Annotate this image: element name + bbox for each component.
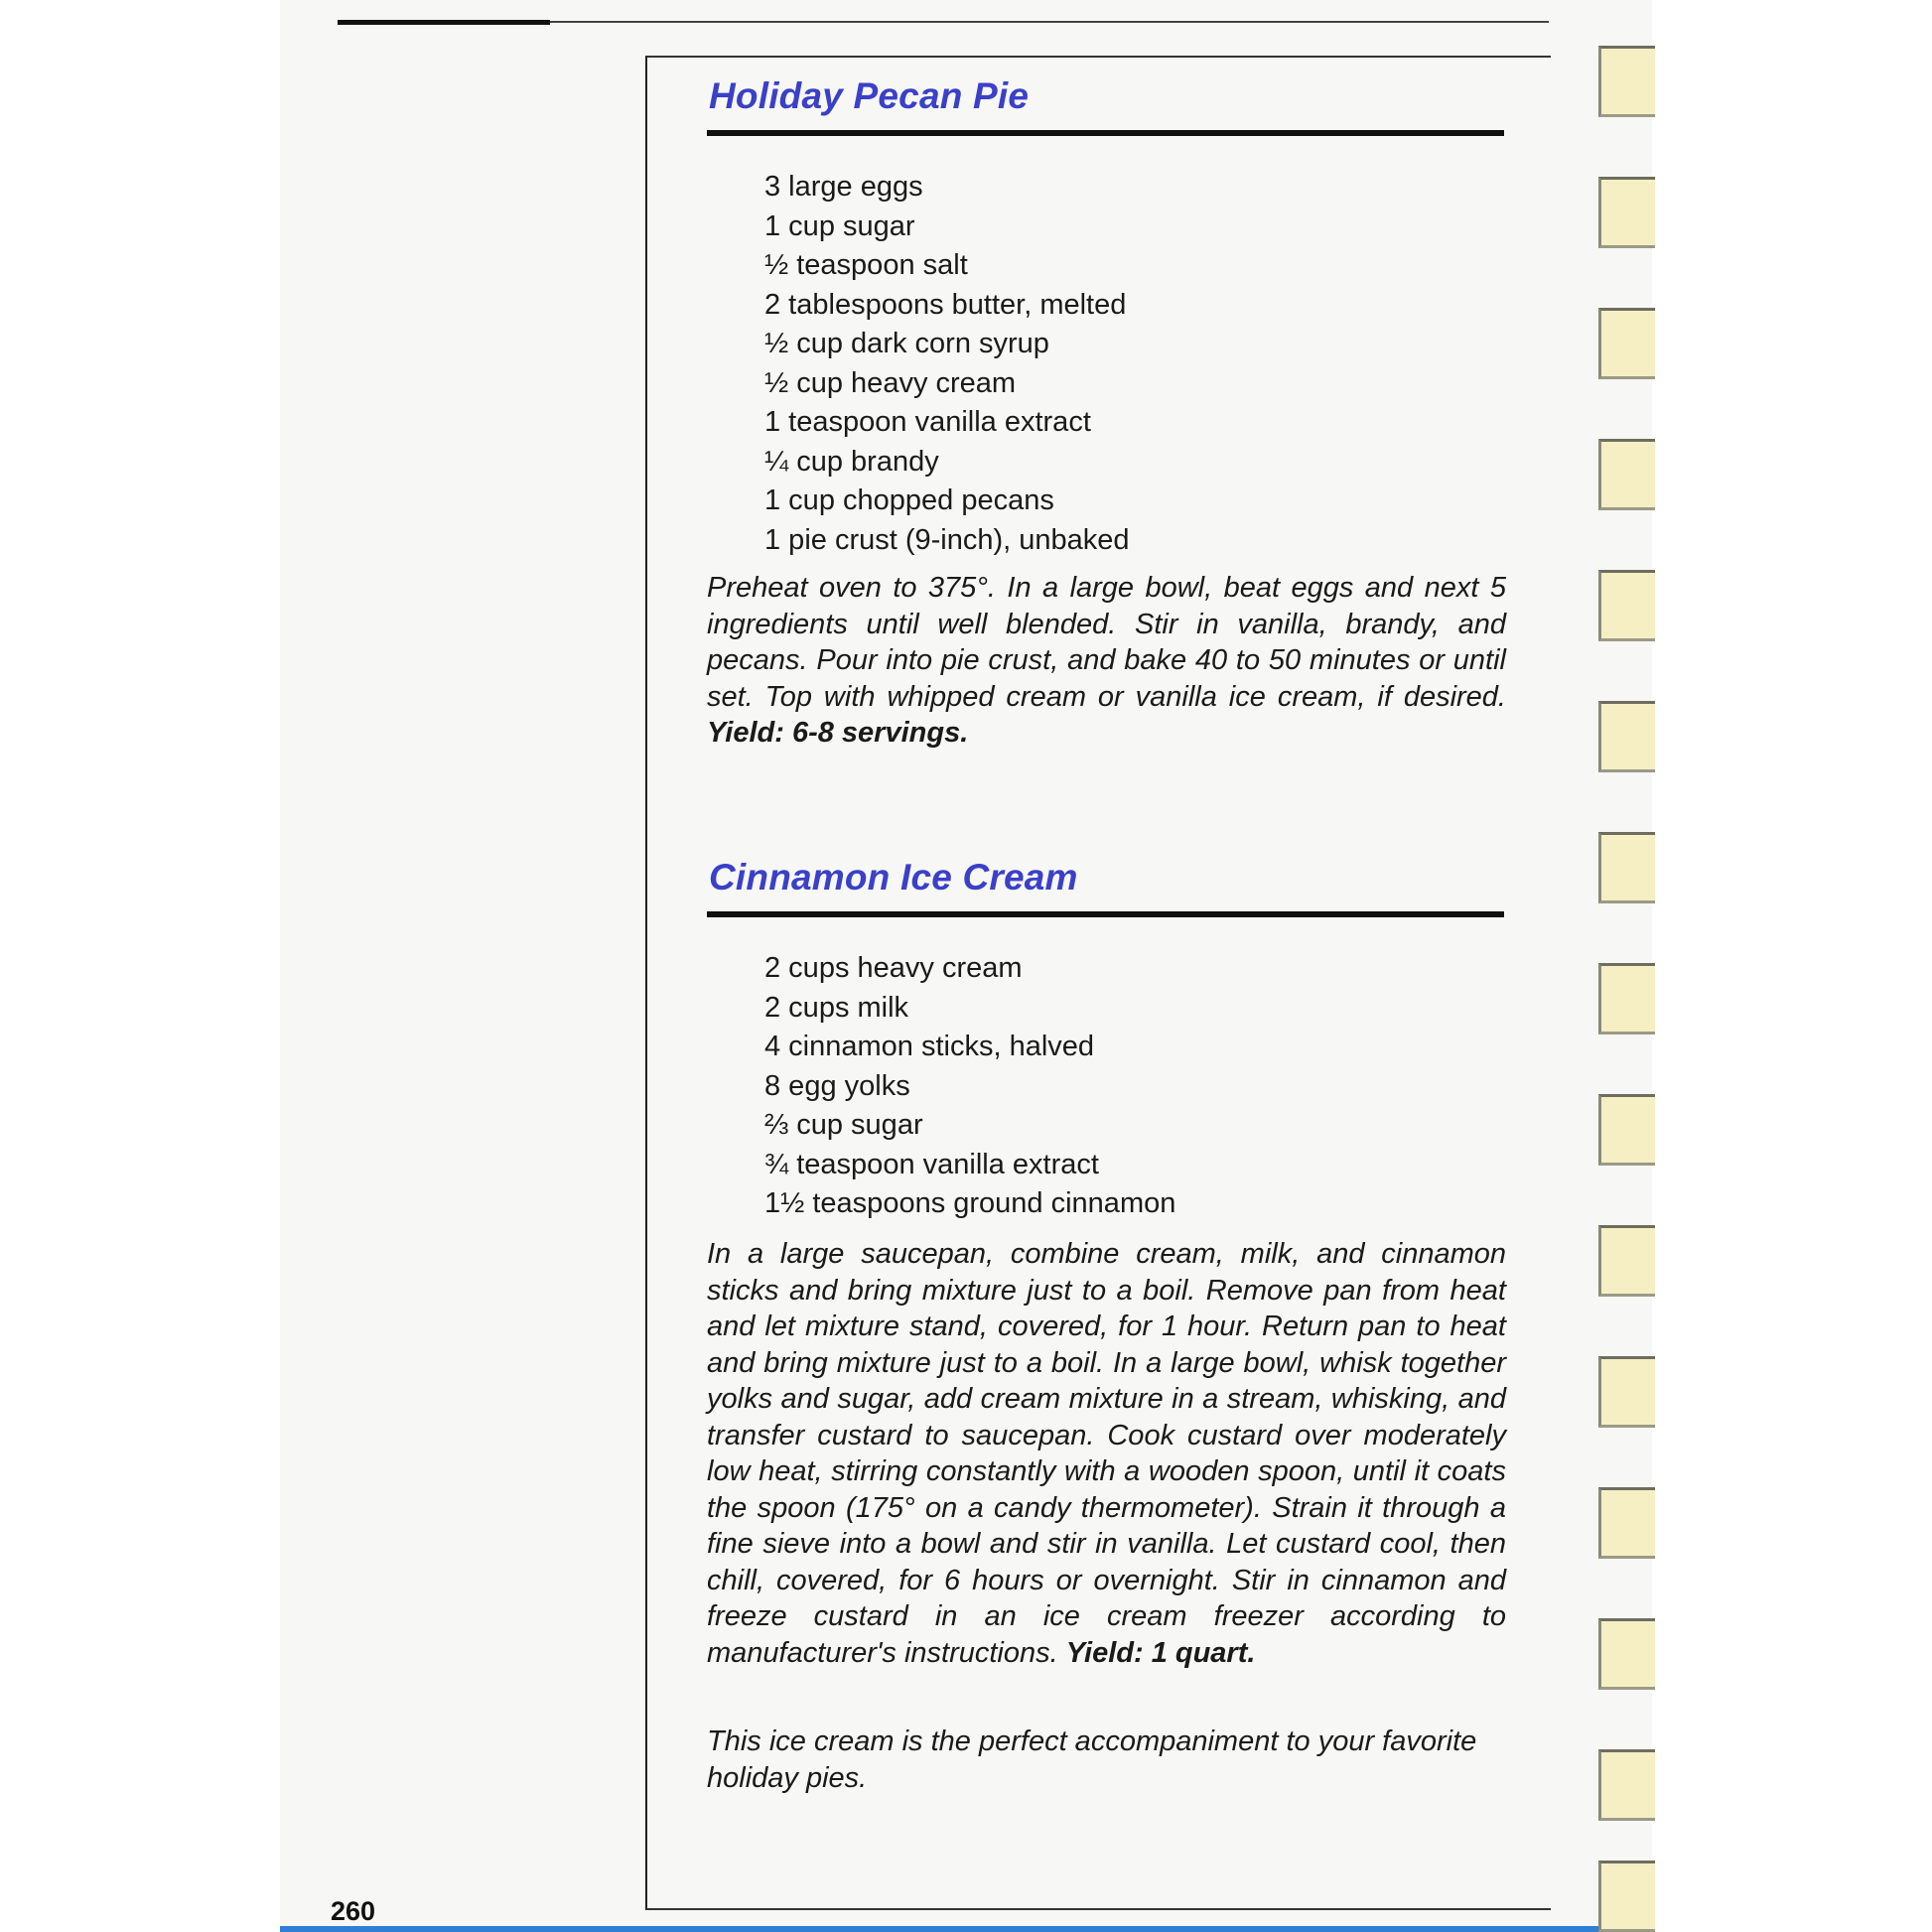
scan-edge-bar	[280, 1926, 1652, 1932]
binding-ring	[1592, 1861, 1652, 1932]
binding-ring	[1592, 1618, 1652, 1690]
binding-ring	[1592, 1094, 1652, 1166]
binding-ring	[1592, 1749, 1652, 1821]
binding-ring	[1592, 439, 1652, 510]
recipe-title-cinnamon-ice-cream: Cinnamon Ice Cream	[709, 857, 1078, 897]
ingredient-item: ½ teaspoon salt	[764, 249, 968, 281]
binding-ring	[1592, 1225, 1652, 1297]
ingredient-item: 1 pie crust (9-inch), unbaked	[764, 523, 1130, 556]
title-rule	[707, 911, 1504, 917]
ingredient-item: 1½ teaspoons ground cinnamon	[764, 1187, 1176, 1219]
method-pecan-pie	[707, 570, 1506, 752]
ingredient-item: 1 cup chopped pecans	[764, 484, 1054, 516]
yield-text: Yield: 1 quart.	[1065, 1636, 1256, 1669]
ingredient-item: 1 teaspoon vanilla extract	[764, 406, 1091, 438]
ingredient-list-pecan-pie	[764, 168, 1130, 560]
page-number: 260	[331, 1896, 376, 1926]
yield-text: Yield: 6-8 servings.	[707, 717, 969, 749]
binding-ring	[1592, 308, 1652, 379]
binding-ring	[1592, 570, 1652, 641]
ingredient-list-cinnamon-ice-cream	[764, 949, 1175, 1224]
method-text: In a large saucepan, combine cream, milk, and cinnamon sticks and bring mixture just to a boil. Remove pan from heat and let mixture stand, covered, for 1 hour. Return pan to heat and bring mixture just to a boil. In a large bowl, whisk together yolks and sugar, add cream mixture in a stream, whisking, and transfer custard to saucepan. Cook custard over moderately low heat, stirring constantly with a wooden spoon, until it coats the spoon (175° on a candy thermometer). Strain it through a fine sieve into a bowl and stir in vanilla. Let custard cool, then chill, covered, for 6 hours or overnight. Stir in cinnamon and freeze custard in an ice cream freezer according to manufacturer's instructions.	[707, 1238, 1506, 1669]
ingredient-item: ⅔ cup sugar	[764, 1109, 923, 1141]
method-cinnamon-ice-cream	[707, 1236, 1506, 1671]
binding-ring	[1592, 963, 1652, 1035]
ingredient-item: 3 large eggs	[764, 171, 923, 203]
method-text: Preheat oven to 375°. In a large bowl, beat eggs and next 5 ingredients until well blended. Stir in vanilla, brandy, and pecans. Pour into pie crust, and bake 40 to 50 minutes or until set. Top with whipped cream or vanilla ice cream, if desired.	[707, 572, 1506, 713]
binding-ring	[1592, 46, 1652, 117]
header-rule-thin	[550, 21, 1549, 23]
ingredient-item: 4 cinnamon sticks, halved	[764, 1031, 1095, 1062]
recipe-note: This ice cream is the perfect accompaniment to your favorite holiday pies.	[707, 1725, 1477, 1794]
ingredient-item: 2 cups milk	[764, 991, 909, 1024]
header-rule-thick	[338, 20, 550, 25]
ingredient-item: ½ cup dark corn syrup	[764, 328, 1049, 359]
ingredient-item: 1 cup sugar	[764, 209, 915, 242]
title-rule	[707, 130, 1504, 136]
ingredient-item: ½ cup heavy cream	[764, 366, 1017, 399]
recipe-title-pecan-pie: Holiday Pecan Pie	[709, 75, 1030, 116]
binding-ring	[1592, 701, 1652, 772]
ingredient-item: 2 tablespoons butter, melted	[764, 288, 1127, 321]
binding-ring	[1592, 177, 1652, 248]
binding-ring	[1592, 832, 1652, 903]
binding-ring	[1592, 1487, 1652, 1559]
binding-ring	[1592, 1356, 1652, 1428]
ingredient-item: ¾ teaspoon vanilla extract	[764, 1148, 1099, 1180]
ingredient-item: ¼ cup brandy	[764, 445, 939, 478]
ingredient-item: 8 egg yolks	[764, 1069, 910, 1102]
ingredient-item: 2 cups heavy cream	[764, 952, 1023, 984]
